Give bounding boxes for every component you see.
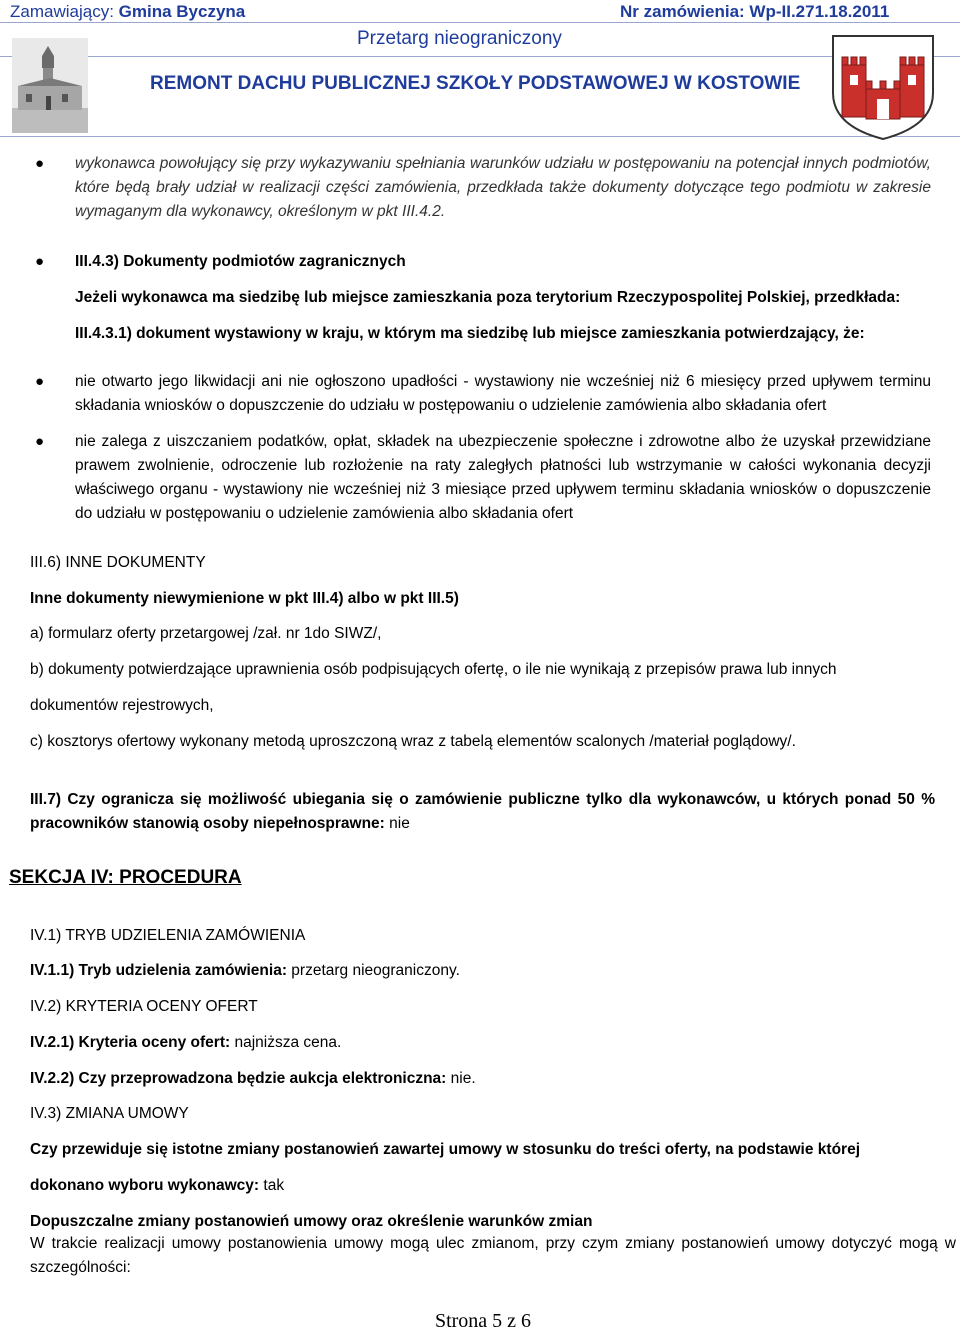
contract-change-question: Czy przewiduje się istotne zmiany postanowień zawartej umowy w stosunku do treści oferty, na podstawie której [30, 1141, 860, 1158]
criteria-line [30, 1031, 341, 1055]
list-item-taxes: nie zalega z uiszczaniem podatków, opłat, składek na ubezpieczenie społeczne i zdrowotne albo że uzyskał przewidziane prawem zwolnienie, odroczenie lub rozłożenie na raty zaległych płatności lub wstrzymanie w całości wykonania decyzji właściwego organu - wystawiony nie wcześniej niż 3 miesiące przed upływem terminu składania wniosków o dopuszczenie do udziału w postępowaniu o udzielenie zamówienia albo składania ofert [75, 433, 931, 522]
coat-of-arms-logo [828, 31, 938, 141]
section-procedure-heading: SEKCJA IV: PROCEDURA [9, 867, 242, 888]
procedure-mode-value: przetarg nieograniczony. [286, 962, 460, 979]
other-docs-subheading: Inne dokumenty niewymienione w pkt III.4) albo w pkt III.5) [30, 590, 459, 607]
allowed-changes-text: W trakcie realizacji umowy postanowienia umowy mogą ulec zmianom, przy czym zmiany postanowień umowy dotyczyć mogą w szczególności: [30, 1235, 956, 1276]
procedure-mode-heading: IV.1) TRYB UDZIELENIA ZAMÓWIENIA [30, 927, 306, 944]
header-divider [0, 136, 960, 137]
paragraph-subcontractor: wykonawca powołujący się przy wykazywaniu spełniania warunków udziału w postępowaniu na potencjał innych podmiotów, które będą brały udział w realizacji części zamówienia, przedkłada także dokumenty dotyczące tego podmiotu w zakresie wymaganym dla wykonawcy, określonym w pkt III.4.2. [75, 155, 931, 220]
auction-label: IV.2.2) Czy przeprowadzona będzie aukcja elektroniczna: [30, 1070, 447, 1087]
other-docs-item-b-continued: dokumentów rejestrowych, [30, 697, 214, 714]
procedure-mode-line [30, 959, 460, 983]
disabled-employees-question-text: III.7) Czy ogranicza się możliwość ubiegania się o zamówienie publiczne tylko dla wykonawców, u których ponad 50 % pracowników stanowią osoby niepełnosprawne: [30, 791, 935, 832]
ordering-party-value: Gmina Byczyna [118, 2, 246, 21]
criteria-heading: IV.2) KRYTERIA OCENY OFERT [30, 998, 258, 1015]
bullet-icon: ● [35, 155, 45, 172]
document-title: REMONT DACHU PUBLICZNEJ SZKOŁY PODSTAWOWEJ W KOSTOWIE [150, 73, 801, 94]
contract-change-question-continued: dokonano wyboru wykonawcy: [30, 1177, 260, 1194]
contract-change-question-line2 [30, 1174, 284, 1198]
other-docs-item-a: a) formularz oferty przetargowej /zał. nr 1do SIWZ/, [30, 625, 382, 642]
list-item-liquidation: nie otwarto jego likwidacji ani nie ogłoszono upadłości - wystawiony nie wcześniej niż 6 miesięcy przed upływem terminu składania wniosków o dopuszczenie do udziału w postępowaniu o udzielenie zamówienia albo składania ofert [75, 373, 931, 414]
allowed-changes-heading: Dopuszczalne zmiany postanowień umowy oraz określenie warunków zmian [30, 1213, 593, 1230]
header-divider [0, 22, 960, 23]
order-number: Nr zamówienia: Wp-II.271.18.2011 [620, 2, 890, 21]
other-docs-item-c: c) kosztorys ofertowy wykonany metodą uproszczoną wraz z tabelą elementów scalonych /materiał poglądowy/. [30, 733, 796, 750]
header-divider [0, 56, 960, 57]
contract-change-heading: IV.3) ZMIANA UMOWY [30, 1105, 189, 1122]
disabled-employees-question [30, 788, 935, 836]
other-docs-item-b: b) dokumenty potwierdzające uprawnienia osób podpisujących ofertę, o ile nie wynikają z przepisów prawa lub innych [30, 661, 837, 678]
section-other-docs-heading: III.6) INNE DOKUMENTY [30, 554, 206, 571]
auction-line [30, 1067, 476, 1091]
disabled-employees-answer: nie [384, 815, 410, 832]
foreign-docs-intro: Jeżeli wykonawca ma siedzibę lub miejsce zamieszkania poza terytorium Rzeczypospolitej Polskiej, przedkłada: [75, 289, 901, 306]
church-photo-logo [12, 38, 88, 133]
ordering-party-label: Zamawiający: [10, 2, 114, 21]
ordering-party [10, 2, 245, 22]
page-number: Strona 5 z 6 [434, 1310, 532, 1332]
bullet-icon: ● [35, 253, 45, 270]
foreign-docs-item-heading: III.4.3.1) dokument wystawiony w kraju, w którym ma siedzibę lub miejsce zamieszkania potwierdzający, że: [75, 325, 865, 342]
auction-value: nie. [446, 1070, 476, 1087]
procedure-type: Przetarg nieograniczony [357, 28, 562, 49]
contract-change-answer: tak [259, 1177, 285, 1194]
section-foreign-docs-heading: III.4.3) Dokumenty podmiotów zagranicznych [75, 253, 406, 270]
bullet-icon: ● [35, 373, 45, 390]
procedure-mode-label: IV.1.1) Tryb udzielenia zamówienia: [30, 962, 287, 979]
criteria-label: IV.2.1) Kryteria oceny ofert: [30, 1034, 231, 1051]
bullet-icon: ● [35, 433, 45, 450]
criteria-value: najniższa cena. [230, 1034, 342, 1051]
